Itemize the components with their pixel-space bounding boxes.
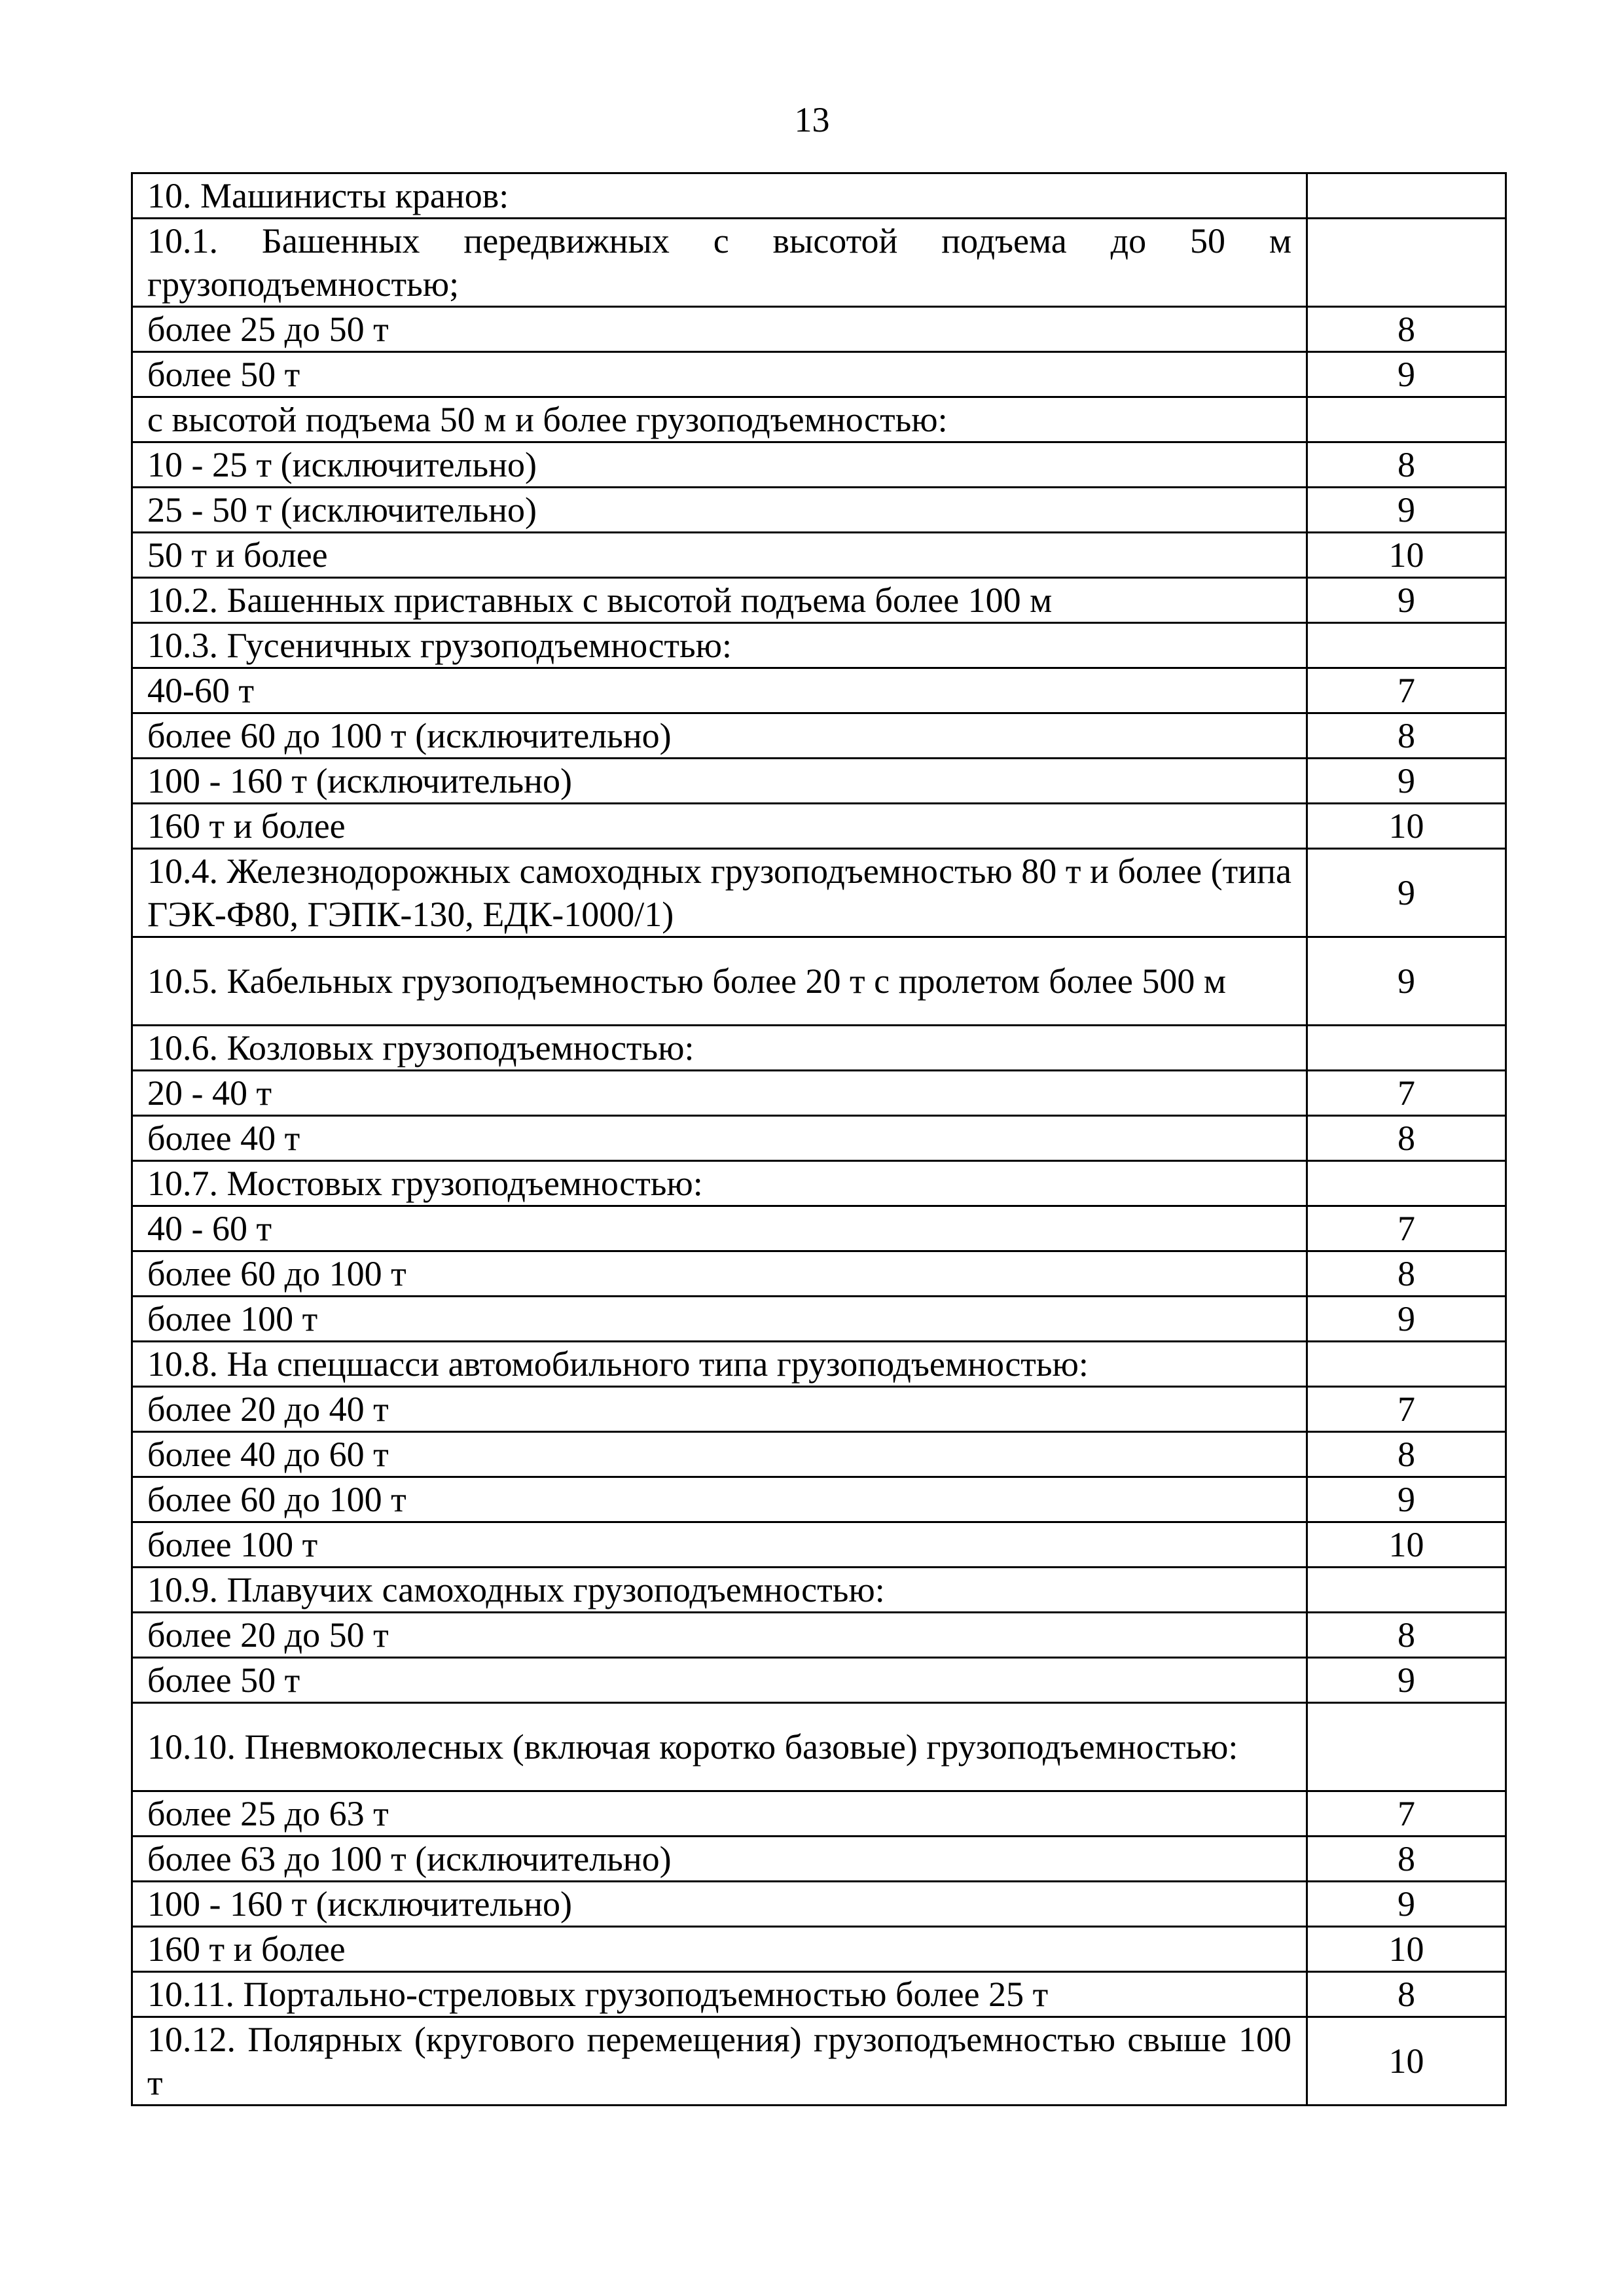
row-description: более 40 т <box>132 1116 1307 1161</box>
table-row <box>132 397 1506 442</box>
row-description: 10.10. Пневмоколесных (включая коротко базовые) грузоподъемностью: <box>132 1703 1307 1791</box>
table-row <box>132 1161 1506 1206</box>
row-description: 20 - 40 т <box>132 1071 1307 1116</box>
row-value: 7 <box>1307 668 1506 713</box>
row-value: 9 <box>1307 1658 1506 1703</box>
table-row <box>132 2017 1506 2106</box>
row-description: более 63 до 100 т (исключительно) <box>132 1837 1307 1882</box>
row-value: 7 <box>1307 1387 1506 1432</box>
row-description: 10.11. Портально-стреловых грузоподъемностью более 25 т <box>132 1972 1307 2017</box>
row-value: 9 <box>1307 352 1506 397</box>
table-row <box>132 1882 1506 1927</box>
table-row <box>132 578 1506 623</box>
row-description: 160 т и более <box>132 804 1307 849</box>
row-value <box>1307 1703 1506 1791</box>
row-value: 8 <box>1307 1251 1506 1297</box>
row-description: 40 - 60 т <box>132 1206 1307 1251</box>
table-row <box>132 488 1506 533</box>
row-description: 40-60 т <box>132 668 1307 713</box>
row-value: 9 <box>1307 1297 1506 1342</box>
table-row <box>132 804 1506 849</box>
row-value: 9 <box>1307 488 1506 533</box>
table-row <box>132 937 1506 1026</box>
row-description: более 25 до 50 т <box>132 307 1307 352</box>
row-description: более 100 т <box>132 1522 1307 1568</box>
row-description: 10.1. Башенных передвижных с высотой подъема до 50 м грузоподъемностью; <box>132 219 1307 307</box>
table-row <box>132 759 1506 804</box>
table-row <box>132 1972 1506 2017</box>
row-value: 10 <box>1307 1927 1506 1972</box>
page-number: 13 <box>794 100 830 139</box>
row-description: более 40 до 60 т <box>132 1432 1307 1477</box>
table-row <box>132 1387 1506 1432</box>
table-row <box>132 1703 1506 1791</box>
row-description: 10.8. На спецшасси автомобильного типа грузоподъемностью: <box>132 1342 1307 1387</box>
row-value <box>1307 1161 1506 1206</box>
table-row <box>132 1927 1506 1972</box>
table-row <box>132 219 1506 307</box>
row-description: 100 - 160 т (исключительно) <box>132 759 1307 804</box>
row-value: 8 <box>1307 307 1506 352</box>
row-description: более 25 до 63 т <box>132 1791 1307 1837</box>
row-value: 10 <box>1307 804 1506 849</box>
table-row <box>132 1837 1506 1882</box>
row-description: более 60 до 100 т (исключительно) <box>132 713 1307 759</box>
row-value: 8 <box>1307 1972 1506 2017</box>
row-value: 8 <box>1307 1432 1506 1477</box>
table-row <box>132 1522 1506 1568</box>
row-value <box>1307 1342 1506 1387</box>
row-value: 9 <box>1307 1882 1506 1927</box>
table-row <box>132 1477 1506 1522</box>
row-value: 9 <box>1307 759 1506 804</box>
row-description: 25 - 50 т (исключительно) <box>132 488 1307 533</box>
table-row <box>132 1613 1506 1658</box>
row-description: 10.5. Кабельных грузоподъемностью более 20 т с пролетом более 500 м <box>132 937 1307 1026</box>
table-row <box>132 713 1506 759</box>
table-row <box>132 1342 1506 1387</box>
row-value: 10 <box>1307 2017 1506 2106</box>
row-description: 100 - 160 т (исключительно) <box>132 1882 1307 1927</box>
row-description: 10. Машинисты кранов: <box>132 173 1307 219</box>
table-row <box>132 352 1506 397</box>
row-description: 10.9. Плавучих самоходных грузоподъемностью: <box>132 1568 1307 1613</box>
row-value <box>1307 623 1506 668</box>
row-value <box>1307 173 1506 219</box>
table-row <box>132 173 1506 219</box>
row-description: более 100 т <box>132 1297 1307 1342</box>
table-row <box>132 533 1506 578</box>
row-value: 8 <box>1307 713 1506 759</box>
row-value: 7 <box>1307 1071 1506 1116</box>
row-description: 10.4. Железнодорожных самоходных грузоподъемностью 80 т и более (типа ГЭК-Ф80, ГЭПК-130, ЕДК-1000/1) <box>132 849 1307 937</box>
row-value: 10 <box>1307 533 1506 578</box>
row-description: 160 т и более <box>132 1927 1307 1972</box>
table-row <box>132 442 1506 488</box>
table-row <box>132 1791 1506 1837</box>
table-row <box>132 668 1506 713</box>
row-value: 7 <box>1307 1791 1506 1837</box>
row-value <box>1307 397 1506 442</box>
row-description: более 60 до 100 т <box>132 1477 1307 1522</box>
row-description: 10 - 25 т (исключительно) <box>132 442 1307 488</box>
table-row <box>132 1658 1506 1703</box>
row-description: 10.2. Башенных приставных с высотой подъема более 100 м <box>132 578 1307 623</box>
row-value: 9 <box>1307 849 1506 937</box>
row-description: 10.7. Мостовых грузоподъемностью: <box>132 1161 1307 1206</box>
row-value: 8 <box>1307 1116 1506 1161</box>
row-description: более 50 т <box>132 352 1307 397</box>
row-description: более 60 до 100 т <box>132 1251 1307 1297</box>
row-description: 50 т и более <box>132 533 1307 578</box>
row-value: 8 <box>1307 442 1506 488</box>
table-row <box>132 1297 1506 1342</box>
table-row <box>132 1206 1506 1251</box>
row-description: более 20 до 50 т <box>132 1613 1307 1658</box>
row-value: 9 <box>1307 937 1506 1026</box>
row-description: более 50 т <box>132 1658 1307 1703</box>
row-value: 8 <box>1307 1837 1506 1882</box>
row-value: 10 <box>1307 1522 1506 1568</box>
crane-operators-table <box>131 172 1507 2106</box>
table-row <box>132 623 1506 668</box>
row-value <box>1307 1568 1506 1613</box>
table-row <box>132 1116 1506 1161</box>
row-value: 7 <box>1307 1206 1506 1251</box>
table-row <box>132 849 1506 937</box>
table-row <box>132 1026 1506 1071</box>
row-value: 9 <box>1307 578 1506 623</box>
table-row <box>132 1432 1506 1477</box>
table-row <box>132 1568 1506 1613</box>
row-value <box>1307 219 1506 307</box>
row-value <box>1307 1026 1506 1071</box>
row-value: 9 <box>1307 1477 1506 1522</box>
row-value: 8 <box>1307 1613 1506 1658</box>
row-description: более 20 до 40 т <box>132 1387 1307 1432</box>
row-description: 10.6. Козловых грузоподъемностью: <box>132 1026 1307 1071</box>
row-description: 10.3. Гусеничных грузоподъемностью: <box>132 623 1307 668</box>
row-description: 10.12. Полярных (кругового перемещения) грузоподъемностью свыше 100 т <box>132 2017 1307 2106</box>
table-row <box>132 1251 1506 1297</box>
table-body <box>132 173 1506 2106</box>
table-row <box>132 307 1506 352</box>
table-row <box>132 1071 1506 1116</box>
row-description: с высотой подъема 50 м и более грузоподъемностью: <box>132 397 1307 442</box>
